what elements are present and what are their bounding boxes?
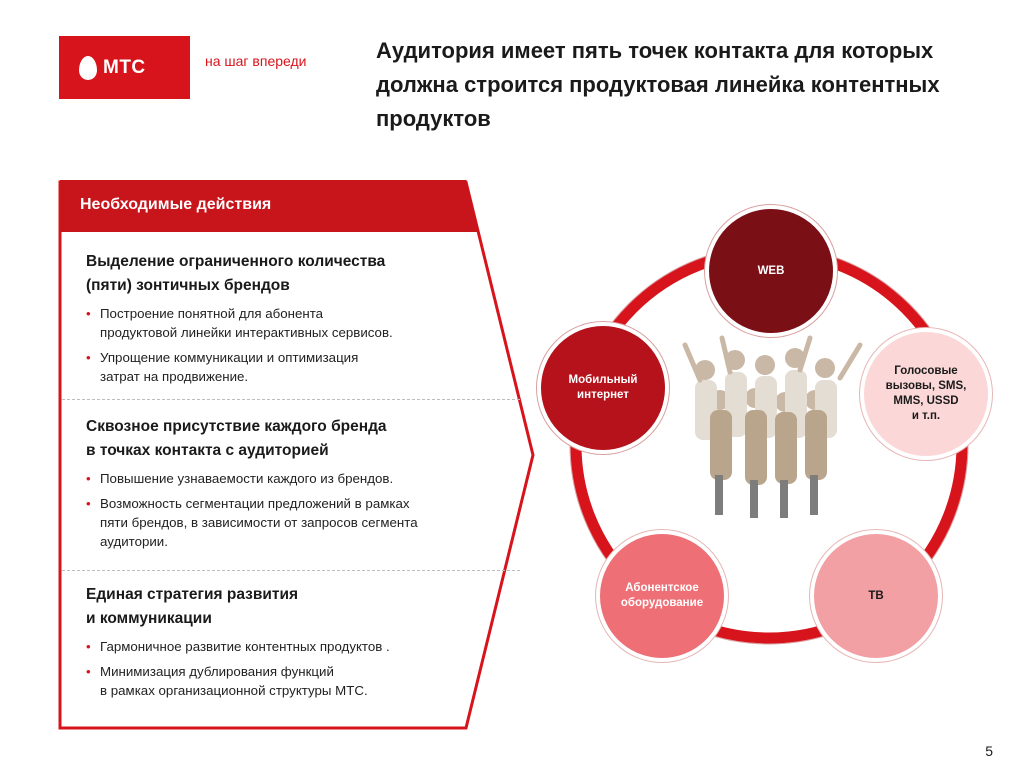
people-crowd-image	[660, 330, 875, 525]
bullet-item: • Минимизация дублирования функций в рамках организационной структуры МТС.	[86, 664, 368, 698]
page-number: 5	[985, 743, 993, 759]
bullet-item: • Возможность сегментации предложений в рамках пяти брендов, в зависимости от запросов сегмента аудитории.	[86, 496, 418, 549]
slide-title: Аудитория имеет пять точек контакта для которых должна строится продуктовая линейка контентных продуктов	[376, 38, 940, 131]
bullet-item: • Повышение узнаваемости каждого из брендов.	[86, 471, 394, 486]
node-mobile-internet: Мобильный интернет	[537, 322, 669, 454]
section-title: Выделение ограниченного количества (пяти) зонтичных брендов	[86, 253, 386, 294]
node-subscriber-equipment: Абонентское оборудование	[596, 530, 728, 662]
logo-brand: МТС	[103, 56, 146, 78]
panel-header: Необходимые действия	[80, 196, 272, 213]
section-title: Сквозное присутствие каждого бренда в точках контакта с аудиторией	[86, 418, 387, 459]
node-voice-sms: Голосовые вызовы, SMS, MMS, USSD и т.п.	[860, 328, 992, 460]
logo-slogan: на шаг впереди	[205, 53, 307, 69]
bullet-item: • Упрощение коммуникации и оптимизация затрат на продвижение.	[86, 350, 359, 384]
node-web: WEB	[705, 205, 837, 337]
bullet-item: • Построение понятной для абонента продуктовой линейки интерактивных сервисов.	[86, 306, 393, 340]
bullet-item: • Гармоничное развитие контентных продуктов .	[86, 639, 390, 654]
node-tv: ТВ	[810, 530, 942, 662]
section-title: Единая стратегия развития и коммуникации	[86, 586, 299, 627]
